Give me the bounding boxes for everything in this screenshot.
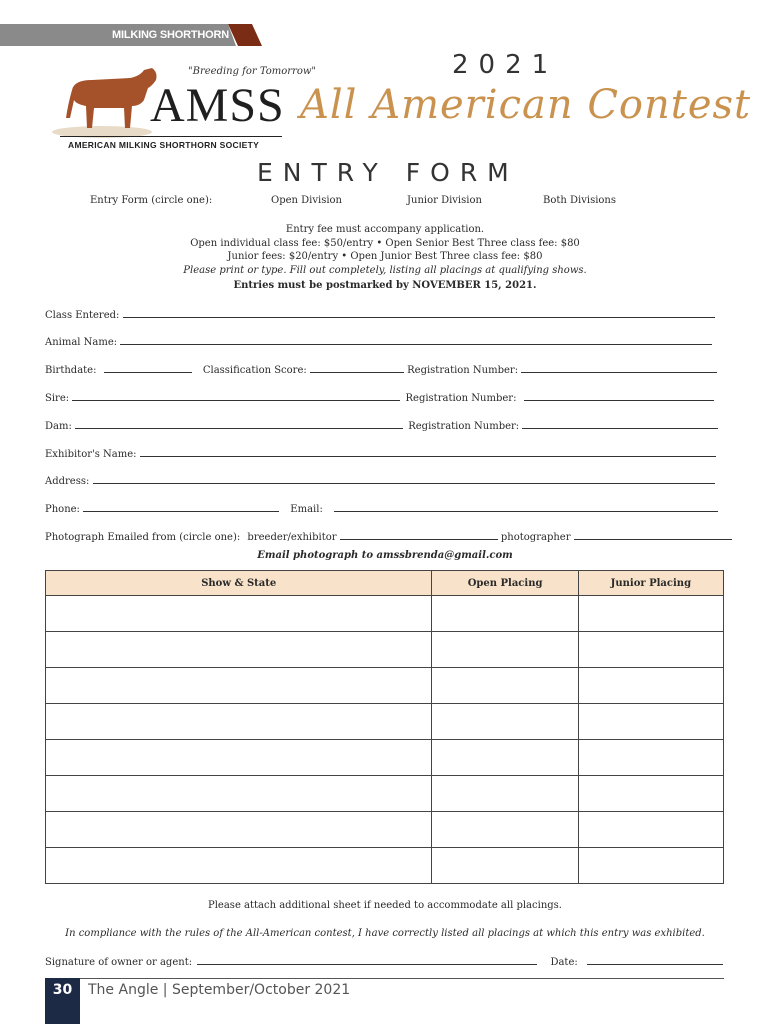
sire-registration-label: Registration Number: [405, 393, 517, 404]
show-state-cell[interactable] [46, 740, 432, 776]
division-both[interactable]: Both Divisions [543, 195, 616, 206]
exhibitor-name-field[interactable] [140, 448, 716, 457]
footer-publication: The Angle | September/October 2021 [88, 982, 351, 998]
dam-field[interactable] [75, 420, 403, 429]
registration-number-label: Registration Number: [407, 365, 519, 376]
address-label: Address: [45, 476, 90, 487]
division-label: Entry Form (circle one): [90, 195, 213, 206]
address-field[interactable] [93, 475, 715, 484]
signature-field[interactable] [197, 956, 537, 965]
contest-year: 2021 [452, 50, 559, 80]
form-title: ENTRY FORM [257, 158, 519, 187]
junior-placing-cell[interactable] [578, 848, 723, 884]
photo-photographer-field[interactable] [574, 531, 732, 540]
show-state-cell[interactable] [46, 812, 432, 848]
phone-label: Phone: [45, 504, 80, 515]
header-show-state: Show & State [46, 571, 432, 596]
logo-tagline: "Breeding for Tomorrow" [188, 66, 317, 77]
photo-row [45, 531, 732, 543]
show-state-cell[interactable] [46, 668, 432, 704]
photo-option-breeder[interactable]: breeder/exhibitor [247, 532, 337, 543]
page-number: 30 [52, 982, 73, 998]
junior-placing-cell[interactable] [578, 632, 723, 668]
open-placing-cell[interactable] [432, 632, 578, 668]
junior-placing-cell[interactable] [578, 740, 723, 776]
table-row [46, 632, 724, 668]
placings-table [45, 570, 724, 884]
open-placing-cell[interactable] [432, 776, 578, 812]
table-row [46, 740, 724, 776]
cow-logo-icon [52, 60, 162, 138]
address-row [45, 475, 715, 487]
open-placing-cell[interactable] [432, 848, 578, 884]
sire-row [45, 392, 714, 404]
show-state-cell[interactable] [46, 596, 432, 632]
photo-option-photographer[interactable]: photographer [500, 532, 571, 543]
contact-row [45, 503, 718, 515]
dam-registration-label: Registration Number: [408, 421, 520, 432]
table-row [46, 812, 724, 848]
class-entered-field[interactable] [123, 309, 715, 318]
birthdate-field[interactable] [104, 364, 192, 373]
birthdate-row [45, 364, 717, 376]
table-row [46, 776, 724, 812]
logo-subtitle: AMERICAN MILKING SHORTHORN SOCIETY [68, 140, 260, 150]
banner-label: MILKING SHORTHORN [112, 29, 229, 41]
division-open[interactable]: Open Division [271, 195, 342, 206]
open-placing-cell[interactable] [432, 668, 578, 704]
table-row [46, 848, 724, 884]
class-entered-row [45, 309, 715, 321]
open-placing-cell[interactable] [432, 740, 578, 776]
table-row [46, 704, 724, 740]
classification-score-field[interactable] [310, 364, 404, 373]
show-state-cell[interactable] [46, 776, 432, 812]
open-placing-cell[interactable] [432, 704, 578, 740]
compliance-statement: In compliance with the rules of the All-American contest, I have correctly listed all placings at which this entry was exhibited. [65, 928, 705, 939]
fee-junior: Junior fees: $20/entry • Open Junior Best Three class fee: $80 [227, 251, 543, 262]
postmark-deadline: Entries must be postmarked by NOVEMBER 15, 2021. [233, 280, 537, 291]
email-field[interactable] [334, 503, 718, 512]
logo-wordmark: AMSS [150, 79, 285, 132]
photo-breeder-field[interactable] [340, 531, 498, 540]
junior-placing-cell[interactable] [578, 704, 723, 740]
date-field[interactable] [587, 956, 723, 965]
animal-name-label: Animal Name: [45, 337, 118, 348]
animal-name-row [45, 336, 712, 348]
contest-title: All American Contest [300, 82, 752, 128]
classification-score-label: Classification Score: [202, 365, 307, 376]
dam-row [45, 420, 718, 432]
attach-sheet-note: Please attach additional sheet if needed to accommodate all placings. [208, 900, 562, 911]
sire-label: Sire: [45, 393, 70, 404]
dam-label: Dam: [45, 421, 72, 432]
fee-note: Entry fee must accompany application. [285, 224, 485, 235]
email-photo-instruction: Email photograph to amssbrenda@gmail.com [257, 550, 513, 561]
junior-placing-cell[interactable] [578, 812, 723, 848]
table-header-row [46, 571, 724, 596]
signature-row [45, 956, 723, 968]
open-placing-cell[interactable] [432, 812, 578, 848]
open-placing-cell[interactable] [432, 596, 578, 632]
table-row [46, 668, 724, 704]
animal-name-field[interactable] [120, 336, 712, 345]
footer-rule [80, 978, 724, 979]
phone-field[interactable] [83, 503, 279, 512]
header-junior-placing: Junior Placing [578, 571, 723, 596]
birthdate-label: Birthdate: [45, 365, 97, 376]
show-state-cell[interactable] [46, 704, 432, 740]
print-instructions: Please print or type. Fill out completely, listing all placings at qualifying shows. [183, 265, 587, 276]
show-state-cell[interactable] [46, 848, 432, 884]
table-row [46, 596, 724, 632]
dam-registration-field[interactable] [522, 420, 718, 429]
exhibitor-row [45, 448, 716, 460]
date-label: Date: [550, 957, 578, 968]
fee-open: Open individual class fee: $50/entry • Open Senior Best Three class fee: $80 [190, 238, 580, 249]
sire-registration-field[interactable] [524, 392, 714, 401]
signature-label: Signature of owner or agent: [45, 957, 193, 968]
email-label: Email: [290, 504, 323, 515]
show-state-cell[interactable] [46, 632, 432, 668]
class-entered-label: Class Entered: [45, 310, 120, 321]
division-junior[interactable]: Junior Division [407, 195, 482, 206]
sire-field[interactable] [72, 392, 400, 401]
junior-placing-cell[interactable] [578, 776, 723, 812]
junior-placing-cell[interactable] [578, 668, 723, 704]
exhibitor-name-label: Exhibitor's Name: [45, 449, 137, 460]
registration-number-field[interactable] [521, 364, 717, 373]
junior-placing-cell[interactable] [578, 596, 723, 632]
photo-label: Photograph Emailed from (circle one): [45, 532, 241, 543]
header-open-placing: Open Placing [432, 571, 578, 596]
logo-divider [60, 136, 282, 137]
